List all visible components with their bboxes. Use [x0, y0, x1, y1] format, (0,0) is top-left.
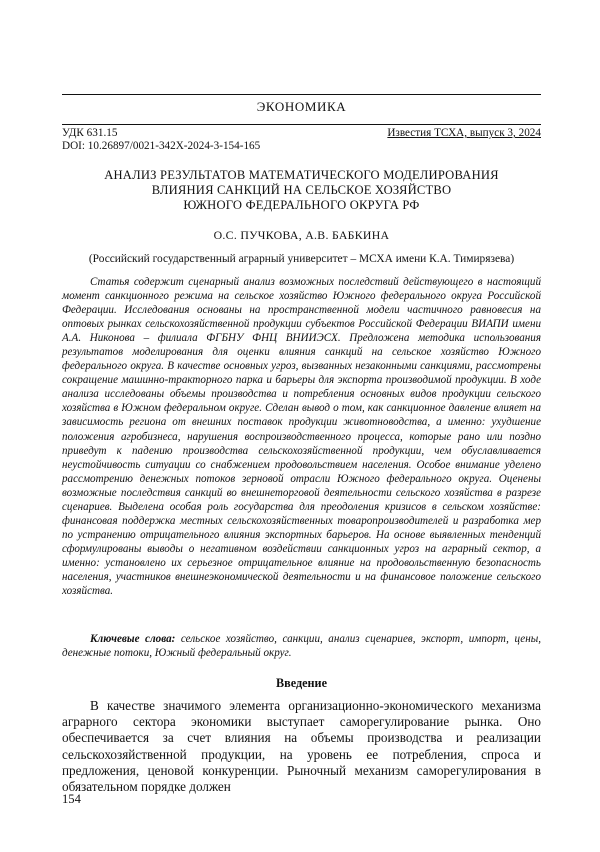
udk-code: УДК 631.15: [62, 127, 118, 139]
header-top-rule: [62, 94, 541, 95]
abstract: Статья содержит сценарный анализ возможных последствий действующего в настоящий момент санкционного режима на сельское хозяйство Южного федерального округа Российской Федерации. Исследования основаны на пространственной модели частичного равновесия на оптовых рынках сельскохозяйственной продукции субъектов Российской Федерации ВИАПИ имени А.А. Никонова – филиала ФГБНУ ФНЦ ВНИИЭСХ. Предложена методика использования результатов моделирования для оценки влияния санкций на сельское хозяйство Южного федерального округа. В качестве основных угроз, вызванных незаконными санкциями, рассмотрены сокращение машинно-тракторного парка и барьеры для экспорта производимой продукции. В ходе анализа исследованы объемы производства и потребления основных видов продукции сельского хозяйства в Южном федеральном округе. Сделан вывод о том, как санкционное давление влияет на зависимость региона от внешних поставок продукции животноводства, а именно: ухудшение положения агробизнеса, нарушения воспроизводственного процесса, которые рано или поздно приведут к падению производства сельскохозяйственной продукции, чем обуславливается неустойчивость ситуации со снабжением продовольствием населения. Особое внимание уделено рассмотрению денежных потоков зерновой отрасли Южного федерального округа. Оценены возможные последствия санкций во внешнеторговой деятельности сельского хозяйства в разрезе сценариев. Выделена особая роль государства для преодоления кризисов в сельском хозяйстве: финансовая поддержка местных сельскохозяйственных товаропроизводителей и разработка мер по устранению отрицательного влияния экспортных барьеров. На основе выявленных тенденций сформулированы выводы о негативном воздействии санкционных угроз на аграрный сектор, а именно: установлено их серьезное отрицательное влияние на продовольственную безопасность населения, участников внешнеэкономической деятельности и на финансовое положение сельского хозяйства.: [62, 276, 541, 598]
article-title-line: АНАЛИЗ РЕЗУЛЬТАТОВ МАТЕМАТИЧЕСКОГО МОДЕЛИРОВАНИЯ: [104, 168, 499, 182]
keywords-label: Ключевые слова:: [90, 633, 176, 645]
doi-link[interactable]: DOI: 10.26897/0021-342X-2024-3-154-165: [62, 140, 261, 152]
article-title-line: ВЛИЯНИЯ САНКЦИЙ НА СЕЛЬСКОЕ ХОЗЯЙСТВО: [151, 183, 452, 197]
section-title: ЭКОНОМИКА: [256, 99, 347, 114]
journal-issue: Известия ТСХА, выпуск 3, 2024: [387, 127, 541, 139]
affiliation: (Российский государственный аграрный университет – МСХА имени К.А. Тимирязева): [88, 253, 515, 265]
article-title: [62, 168, 541, 213]
intro-paragraph: В качестве значимого элемента организационно-экономического механизма аграрного сектора экономики выступает саморегулирование рынка. Оно обеспечивается за счет влияния на объемы производства и реализации сельскохозяйственной продукции, на уровень ее потребления, спроса и предложения, ценовой конкуренции. Рыночный механизм саморегулирования в обязательном порядке должен: [62, 698, 541, 795]
header-bottom-rule: [62, 124, 541, 125]
authors: О.С. ПУЧКОВА, А.В. БАБКИНА: [213, 228, 390, 242]
intro-heading: Введение: [276, 676, 327, 690]
keywords-list: сельское хозяйство, санкции, анализ сценариев, экспорт, импорт, цены, денежные потоки, Южный федеральный округ.: [62, 633, 542, 660]
keywords: [62, 632, 541, 660]
page-number: 154: [62, 792, 81, 806]
article-title-line: ЮЖНОГО ФЕДЕРАЛЬНОГО ОКРУГА РФ: [183, 198, 420, 212]
